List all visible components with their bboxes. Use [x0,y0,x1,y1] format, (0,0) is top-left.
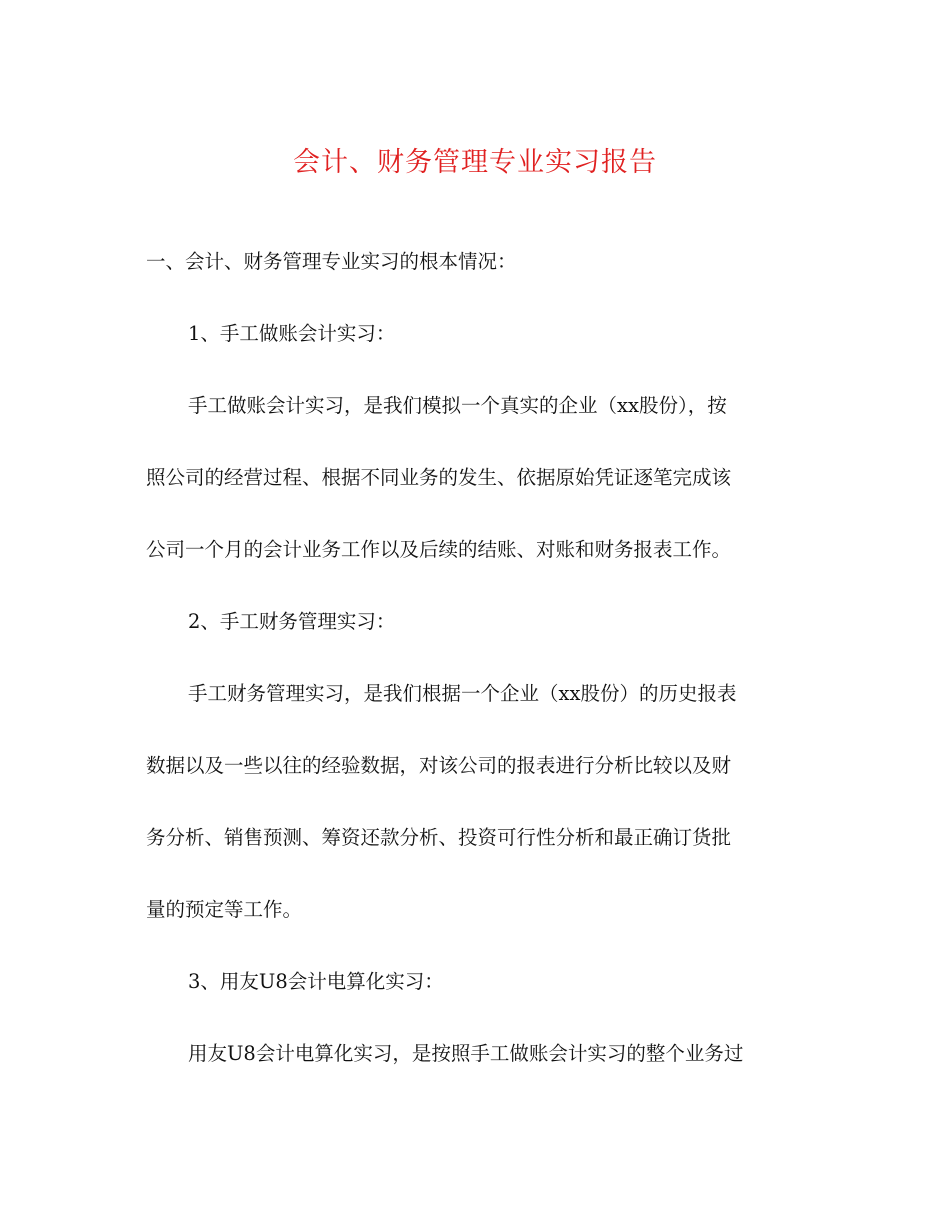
subsection-heading: 2、手工财务管理实习： [188,610,396,633]
section-heading: 一、会计、财务管理专业实习的根本情况： [146,250,517,273]
paragraph-line: 公司一个月的会计业务工作以及后续的结账、对账和财务报表工作。 [146,538,732,561]
document-title: 会计、财务管理专业实习报告 [293,147,657,178]
paragraph-line: 数据以及一些以往的经验数据，对该公司的报表进行分析比较以及财 [146,754,732,777]
subsection-heading: 3、用友U8会计电算化实习： [188,970,444,993]
document-body [146,244,806,1072]
paragraph-line: 务分析、销售预测、筹资还款分析、投资可行性分析和最正确订货批 [146,826,732,849]
subsection-heading: 1、手工做账会计实习： [188,322,396,345]
paragraph-line: 量的预定等工作。 [146,898,303,921]
paragraph-line: 用友U8会计电算化实习，是按照手工做账会计实习的整个业务过 [188,1042,744,1065]
paragraph-line: 照公司的经营过程、根据不同业务的发生、依据原始凭证逐笔完成该 [146,466,732,489]
paragraph-line: 手工财务管理实习，是我们根据一个企业（xx股份）的历史报表 [188,682,737,705]
paragraph-line: 手工做账会计实习，是我们模拟一个真实的企业（xx股份），按 [188,394,727,417]
